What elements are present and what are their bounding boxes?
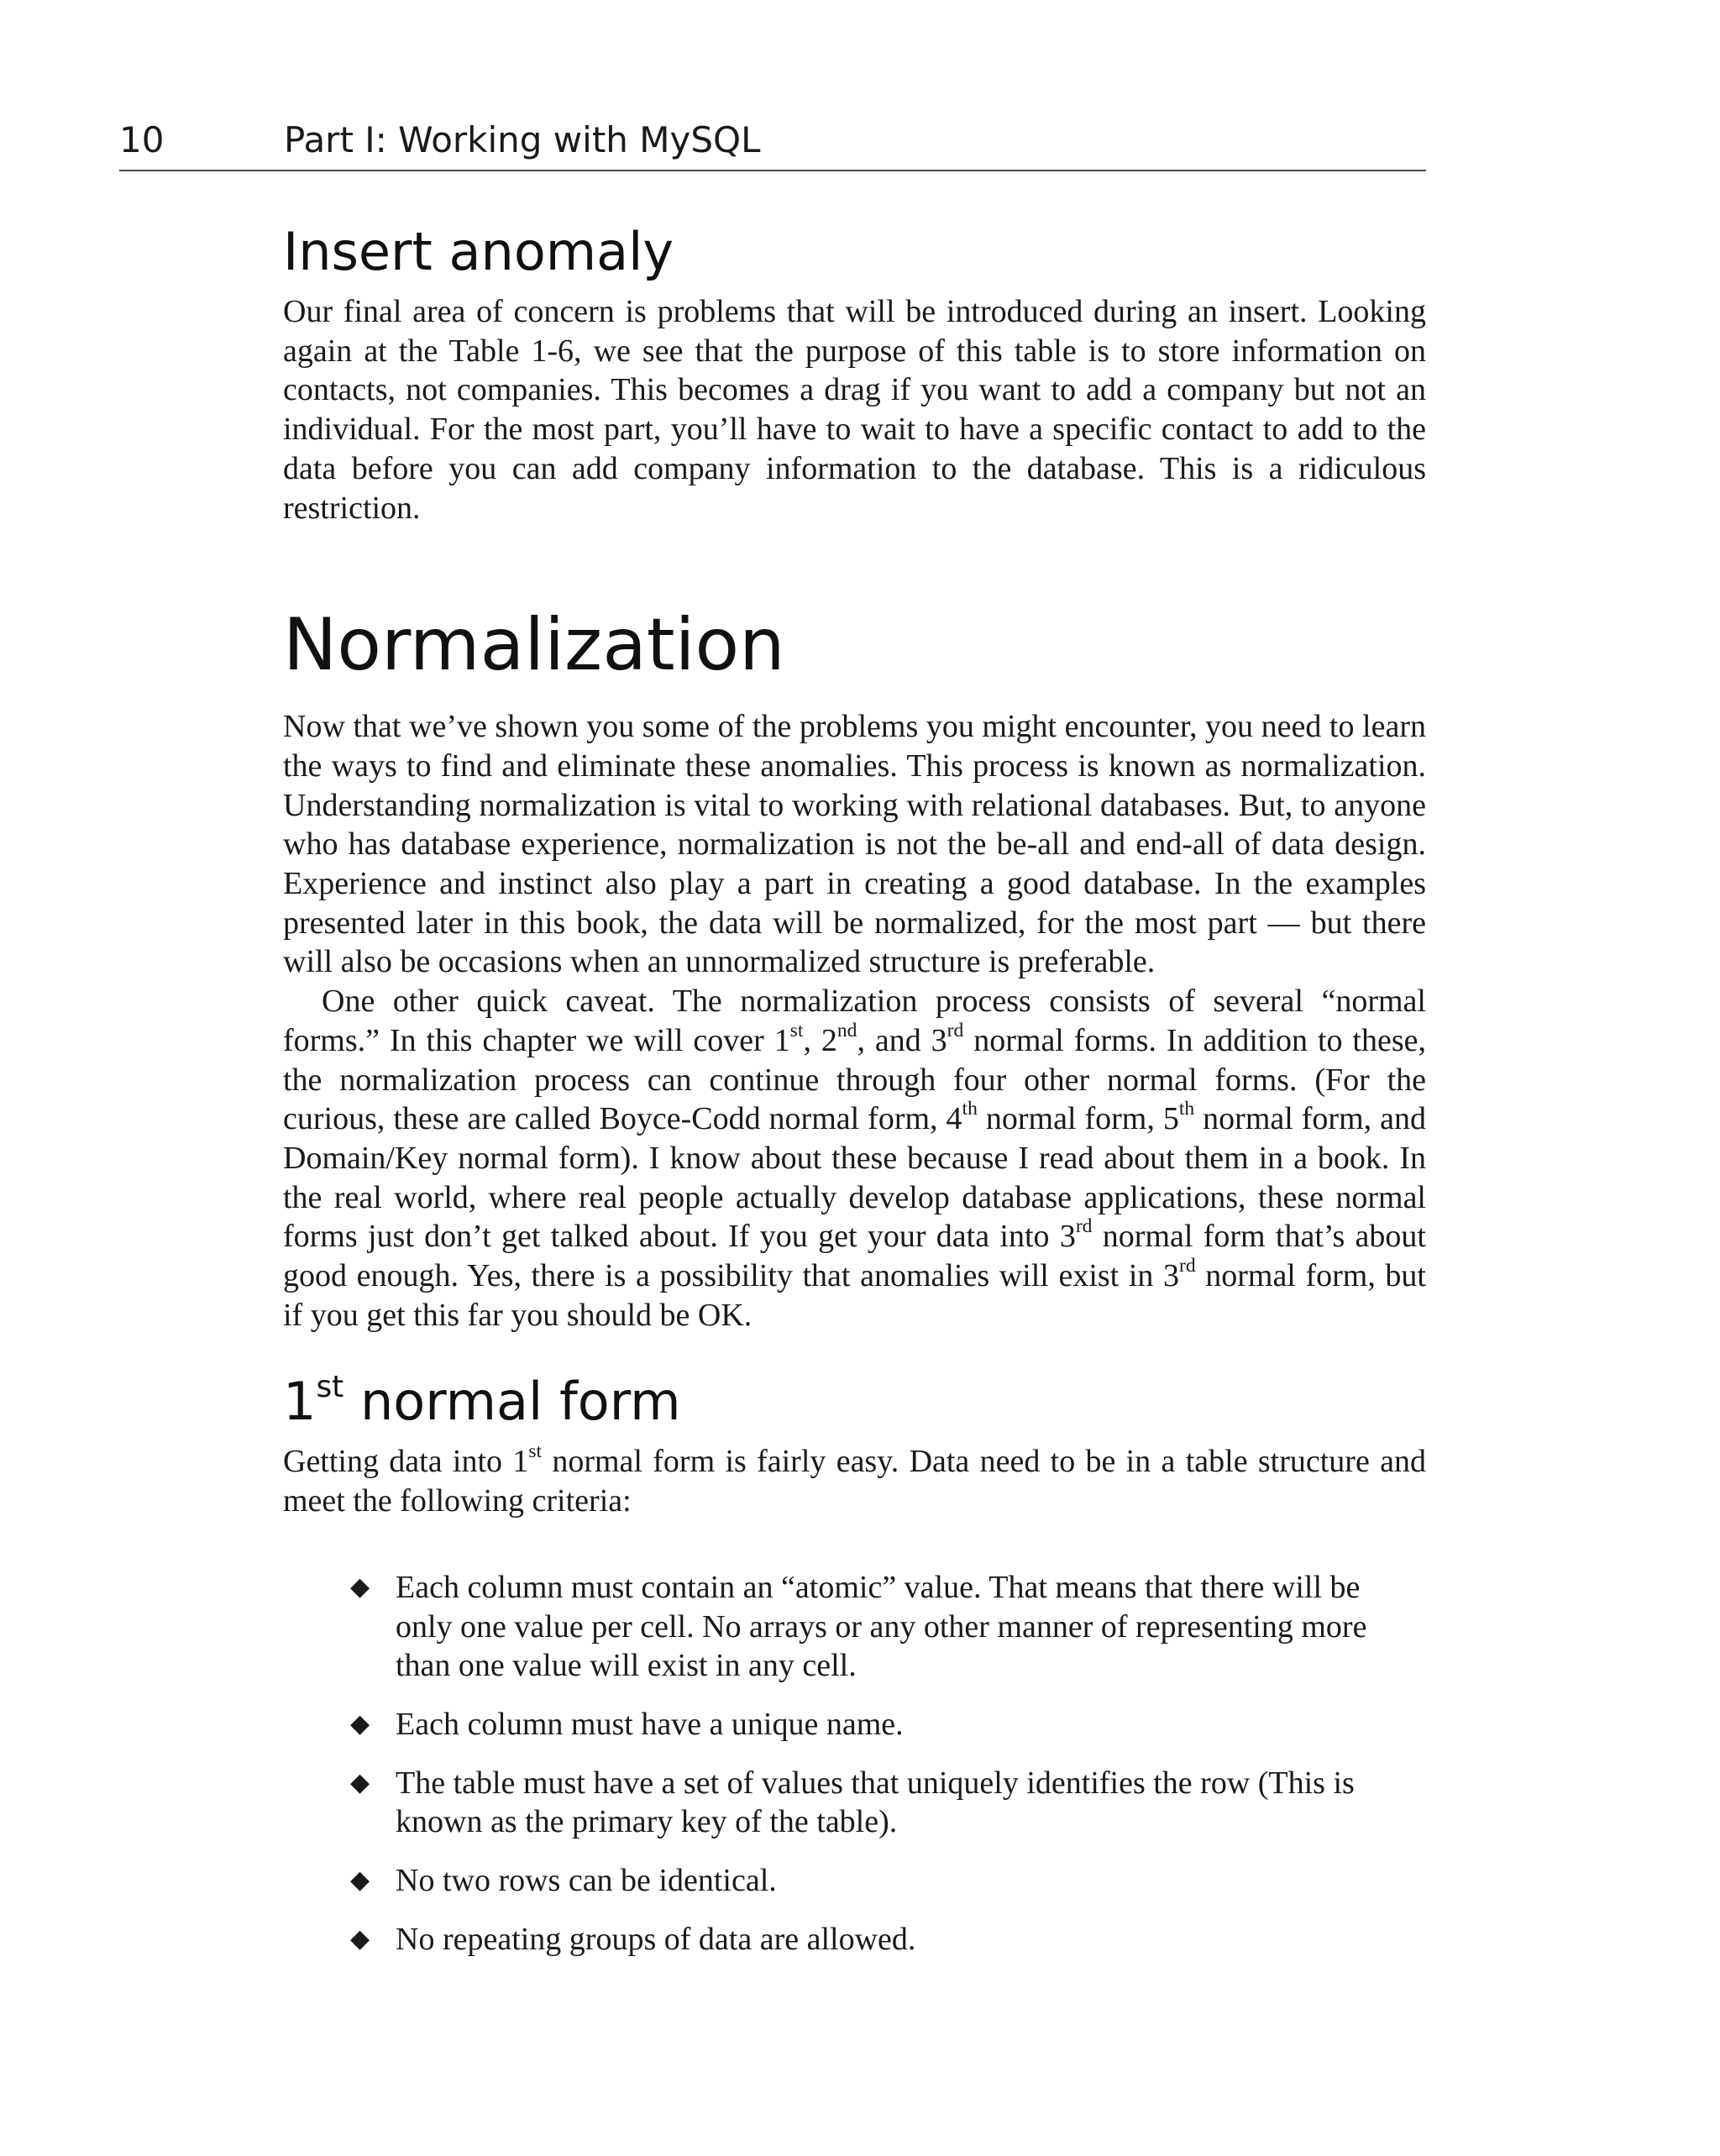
heading-text: normal form: [343, 1371, 681, 1433]
section-spacer: [283, 1335, 1426, 1370]
list-item-text: No repeating groups of data are allowed.: [396, 1921, 916, 1957]
list-item: [350, 1705, 1426, 1744]
heading-superscript: st: [316, 1370, 344, 1405]
diamond-bullet-icon: ◆: [350, 1571, 370, 1602]
ordinal-superscript: rd: [1179, 1254, 1196, 1277]
text-run: One other quick caveat. The normalization process consists of several “normal forms.” In this chapter we will cover 1: [283, 984, 1426, 1058]
running-header: [119, 119, 1426, 171]
list-item: [350, 1764, 1426, 1842]
list-item-text: No two rows can be identical.: [396, 1863, 777, 1899]
list-item-text: Each column must have a unique name.: [396, 1706, 904, 1742]
text-run: Getting data into 1: [283, 1444, 529, 1480]
normalization-paragraph-2: [283, 982, 1426, 1335]
page-number: 10: [119, 119, 165, 160]
text-run: normal form that’s about good enough. Yes, there is a possibility that anomalies will exist in 3: [283, 1219, 1426, 1294]
diamond-bullet-icon: ◆: [350, 1923, 370, 1954]
list-item: [350, 1861, 1426, 1901]
normalization-paragraph-1: Now that we’ve shown you some of the problems you might encounter, you need to learn the ways to find and eliminate these anomalies. This process is known as normalization. Understanding normalization is vital to working with relational databases. But, to anyone who has database experience, normalization is not the be-all and end-all of data design. Experience and instinct also play a part in creating a good database. In the examples presented later in this book, the data will be normalized, for the most part — but there will also be occasions when an unnormalized structure is preferable.: [283, 709, 1426, 980]
list-item-text: Each column must contain an “atomic” value. That means that there will be only one value per cell. No arrays or any other manner of representing more than one value will exist in any cell.: [396, 1569, 1367, 1684]
text-run: normal form is fairly easy. Data need to be in a table structure and meet the following criteria:: [283, 1444, 1426, 1519]
diamond-bullet-icon: ◆: [350, 1865, 370, 1896]
page-content: [283, 220, 1426, 1979]
first-normal-form-heading: [283, 1370, 1426, 1434]
text-run: , 2: [803, 1022, 837, 1058]
list-item: [350, 1568, 1426, 1686]
diamond-bullet-icon: ◆: [350, 1767, 370, 1797]
text-run: normal form, but if you get this far you should be OK.: [283, 1258, 1426, 1333]
insert-anomaly-heading: Insert anomaly: [283, 221, 674, 282]
diamond-bullet-icon: ◆: [350, 1708, 370, 1739]
ordinal-superscript: th: [962, 1098, 978, 1120]
text-run: normal form, 5: [977, 1101, 1179, 1137]
insert-anomaly-paragraph: Our final area of concern is problems that will be introduced during an insert. Looking again at the Table 1-6, we see that the purpose of this table is to store information on contacts, not companies. This becomes a drag if you want to add a company but not an individual. For the most part, you’ll have to wait to have a specific contact to add to the data before you can add company information to the database. This is a ridiculous restriction.: [283, 294, 1426, 526]
text-run: normal form, and Domain/Key normal form). I know about these because I read about them in a book. In the real world, where real people actually develop database applications, these normal forms just don’t get talked about. If you get your data into 3: [283, 1101, 1427, 1255]
ordinal-superscript: st: [789, 1019, 804, 1041]
first-normal-form-intro: [283, 1442, 1426, 1520]
list-item: [350, 1920, 1426, 1959]
criteria-list: [283, 1568, 1426, 1959]
ordinal-superscript: st: [528, 1440, 543, 1463]
list-item-text: The table must have a set of values that uniquely identifies the row (This is known as the primary key of the table).: [396, 1765, 1355, 1840]
text-run: , and 3: [857, 1022, 947, 1058]
section-spacer: [283, 527, 1426, 600]
heading-number: 1: [283, 1371, 317, 1433]
part-title: Part I: Working with MySQL: [284, 119, 761, 160]
ordinal-superscript: th: [1178, 1098, 1195, 1120]
normalization-heading: Normalization: [283, 603, 785, 688]
text-run: normal forms. In addition to these, the normalization process can continue through four other normal forms. (For the curious, these are called Boyce-Codd normal form, 4: [283, 1022, 1427, 1137]
ordinal-superscript: rd: [1075, 1215, 1093, 1238]
ordinal-superscript: rd: [947, 1019, 964, 1041]
ordinal-superscript: nd: [836, 1019, 857, 1041]
